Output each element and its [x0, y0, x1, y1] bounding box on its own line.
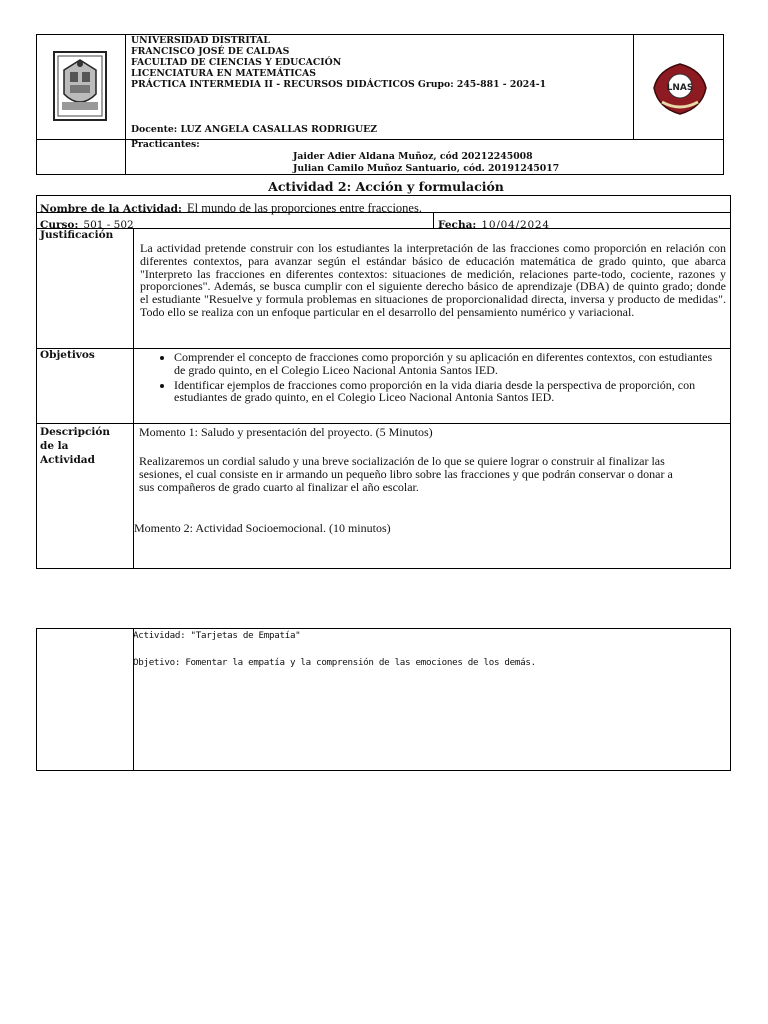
date-value: 10/04/2024: [481, 219, 550, 231]
description-label-1: Descripción: [40, 426, 110, 438]
header-teacher: Docente: LUZ ANGELA CASALLAS RODRIGUEZ: [131, 124, 378, 135]
moment-1-text: Realizaremos un cordial saludo y una breve socialización de lo que se quiere lograr o construir al finalizar las sesiones, el cual consiste en ir armando un pequeño libro sobre las fracciones y que podrán conservar o donar a sus compañeros de grado cuarto al finalizar el año escolar.: [139, 454, 673, 494]
activity-name-value: El mundo de las proporciones entre fracciones.: [186, 201, 422, 215]
course-label: Curso:: [40, 219, 79, 231]
justification-label: Justificación: [40, 229, 114, 241]
header-university: UNIVERSIDAD DISTRITAL: [131, 35, 270, 46]
moment-1-title: Momento 1: Saludo y presentación del proyecto. (5 Minutos): [139, 425, 433, 439]
header-faculty: FACULTAD DE CIENCIAS Y EDUCACIÓN: [131, 57, 342, 68]
moment-2-title: Momento 2: Actividad Socioemocional. (10 minutos): [134, 521, 391, 535]
activity-title: Actividad 2: Acción y formulación: [268, 179, 504, 194]
empathy-activity: Actividad: "Tarjetas de Empatía": [133, 630, 301, 641]
objective-item: • Comprender el concepto de fracciones como proporción y su aplicación en diferentes contextos, con estudiantes de grado quinto, en el Colegio Liceo Nacional Antonia Santos IED.: [174, 351, 718, 377]
header-program: LICENCIATURA EN MATEMÁTICAS: [131, 68, 316, 79]
school-logo: [652, 62, 708, 116]
practitioner-1: Jaider Adier Aldana Muñoz, cód 20212245008: [293, 151, 533, 162]
header-course: PRÁCTICA INTERMEDIA II - RECURSOS DIDÁCTICOS Grupo: 245-881 - 2024-1: [131, 79, 547, 90]
description-label-2: de la: [40, 440, 69, 452]
date-cell: [438, 213, 550, 232]
practitioners-label: Practicantes:: [131, 139, 200, 150]
empathy-table: [36, 628, 731, 771]
objectives-label: Objetivos: [40, 349, 95, 361]
header-university-name: FRANCISCO JOSÉ DE CALDAS: [131, 46, 290, 57]
school-logo-text: LNAS: [666, 83, 694, 93]
objectives-list: [138, 351, 718, 406]
course-value: 501 - 502: [83, 219, 134, 231]
university-crest-logo: [52, 50, 108, 122]
empathy-objective: Objetivo: Fomentar la empatía y la comprensión de las emociones de los demás.: [133, 657, 536, 668]
description-label-3: Actividad: [40, 454, 95, 466]
date-label: Fecha:: [438, 219, 477, 231]
justification-text: La actividad pretende construir con los estudiantes la interpretación de las fracciones como proporción en relación con diferentes contextos, para avanzar según el estándar básico de educación matemática de grado quinto, que abarca "Interpreto las fracciones en diferentes contextos: situaciones de medición, relaciones parte-todo, cociente, razones y proporciones". Además, se busca cumplir con el siguiente derecho básico de aprendizaje (DBA) de quinto grado; donde el estudiante "Resuelve y formula problemas en situaciones de proporcionalidad directa, inversa y producto de medidas". Todo ello se realiza con un enfoque particular en el desarrollo del pensamiento numérico y variacional.: [140, 241, 726, 319]
activity-name-label: Nombre de la Actividad:: [40, 203, 182, 215]
objective-item: • Identificar ejemplos de fracciones como proporción en la vida diaria desde la perspectiva de proporción, con estudiantes de grado quinto, en el Colegio Liceo Nacional Antonia Santos IED.: [174, 379, 718, 405]
practitioner-2: Julian Camilo Muñoz Santuario, cód. 20191245017: [293, 163, 560, 174]
